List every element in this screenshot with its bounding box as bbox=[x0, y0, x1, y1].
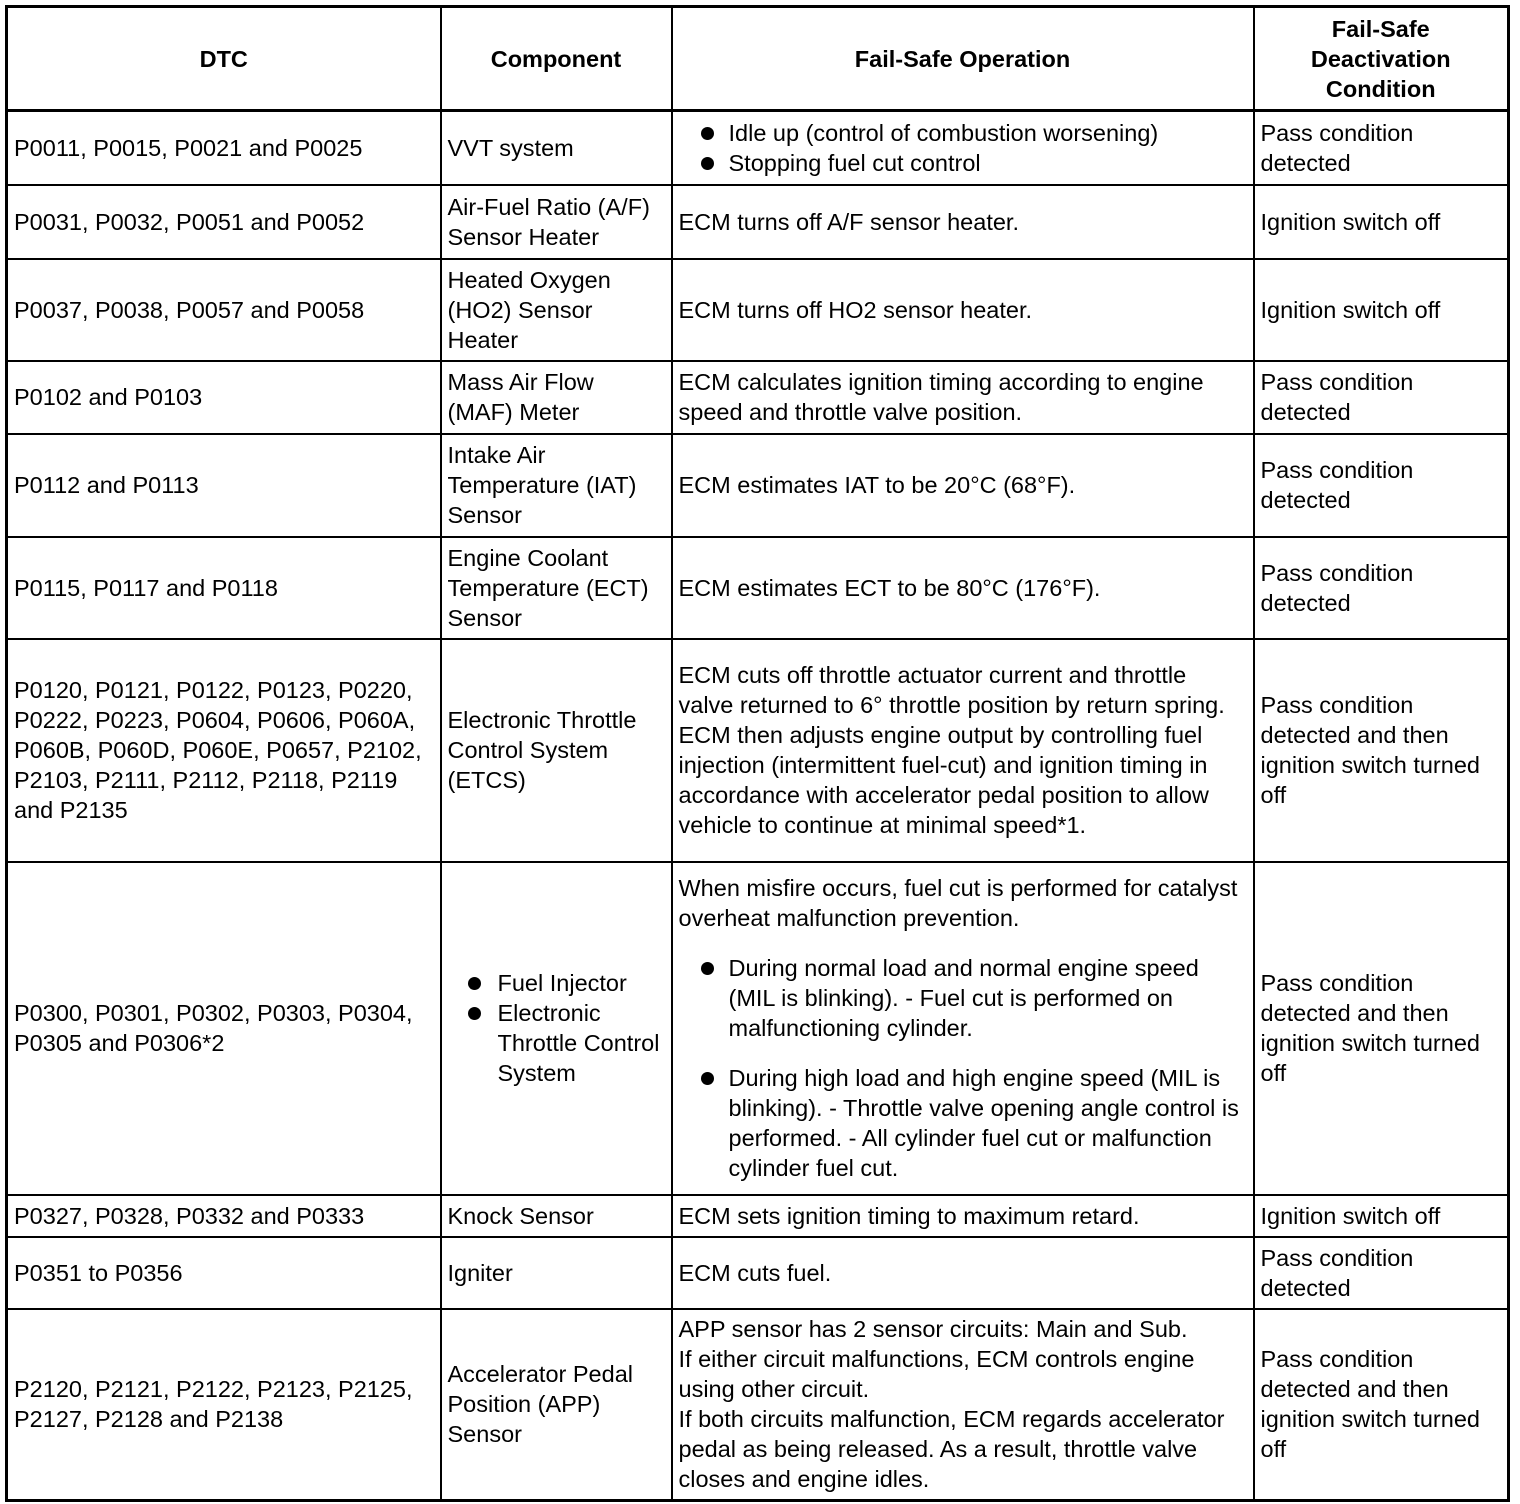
component-cell: Air-Fuel Ratio (A/F) Sensor Heater bbox=[441, 185, 672, 259]
operation-cell bbox=[672, 1309, 1254, 1501]
dtc-cell: P0327, P0328, P0332 and P0333 bbox=[7, 1195, 441, 1237]
table-row bbox=[7, 259, 1509, 361]
operation-bullet-list bbox=[679, 118, 1247, 178]
dtc-cell: P0011, P0015, P0021 and P0025 bbox=[7, 111, 441, 185]
dtc-cell: P0112 and P0113 bbox=[7, 434, 441, 537]
table-row bbox=[7, 434, 1509, 537]
component-cell: Accelerator Pedal Position (APP) Sensor bbox=[441, 1309, 672, 1501]
operation-cell: ECM turns off A/F sensor heater. bbox=[672, 185, 1254, 259]
table-row bbox=[7, 862, 1509, 1195]
operation-cell: ECM estimates IAT to be 20°C (68°F). bbox=[672, 434, 1254, 537]
operation-paragraph: ECM cuts off throttle actuator current and throttle valve returned to 6° throttle position by return spring. bbox=[678, 662, 1225, 718]
component-cell: VVT system bbox=[441, 111, 672, 185]
operation-paragraph: If either circuit malfunctions, ECM controls engine using other circuit. bbox=[678, 1346, 1195, 1403]
operation-paragraph: If both circuits malfunction, ECM regards accelerator pedal as being released. As a result, throttle valve closes and engine idles. bbox=[678, 1406, 1225, 1493]
operation-paragraph: APP sensor has 2 sensor circuits: Main and Sub. bbox=[678, 1316, 1188, 1343]
table-row bbox=[7, 1309, 1509, 1501]
operation-bullet: Idle up (control of combustion worsening) bbox=[679, 118, 1247, 148]
dtc-cell: P2120, P2121, P2122, P2123, P2125, P2127, P2128 and P2138 bbox=[7, 1309, 441, 1501]
condition-cell: Ignition switch off bbox=[1254, 185, 1509, 259]
component-cell: Electronic Throttle Control System (ETCS) bbox=[441, 639, 672, 862]
table-header-row bbox=[7, 7, 1509, 111]
condition-cell: Ignition switch off bbox=[1254, 259, 1509, 361]
operation-cell bbox=[672, 862, 1254, 1195]
table-row bbox=[7, 1237, 1509, 1309]
condition-cell: Pass condition detected bbox=[1254, 537, 1509, 639]
condition-cell: Pass condition detected bbox=[1254, 1237, 1509, 1309]
component-cell: Heated Oxygen (HO2) Sensor Heater bbox=[441, 259, 672, 361]
component-bullet-list bbox=[448, 968, 665, 1088]
operation-bullet-list bbox=[679, 1063, 1247, 1183]
table-row bbox=[7, 1195, 1509, 1237]
component-bullet: Fuel Injector bbox=[448, 968, 665, 998]
table-row bbox=[7, 639, 1509, 862]
operation-cell: ECM cuts fuel. bbox=[672, 1237, 1254, 1309]
operation-cell: ECM calculates ignition timing according to engine speed and throttle valve position. bbox=[672, 361, 1254, 434]
condition-cell: Pass condition detected and then ignition switch turned off bbox=[1254, 862, 1509, 1195]
operation-cell: ECM estimates ECT to be 80°C (176°F). bbox=[672, 537, 1254, 639]
table-row bbox=[7, 185, 1509, 259]
component-cell: Igniter bbox=[441, 1237, 672, 1309]
table-row bbox=[7, 537, 1509, 639]
operation-bullet: During normal load and normal engine speed (MIL is blinking). - Fuel cut is performed on malfunctioning cylinder. bbox=[679, 953, 1247, 1043]
header-deactivation-line2: Deactivation bbox=[1310, 45, 1451, 72]
component-cell: Intake Air Temperature (IAT) Sensor bbox=[441, 434, 672, 537]
component-bullet: Electronic Throttle Control System bbox=[448, 998, 665, 1088]
component-cell bbox=[441, 862, 672, 1195]
operation-cell bbox=[672, 639, 1254, 862]
component-cell: Engine Coolant Temperature (ECT) Sensor bbox=[441, 537, 672, 639]
operation-bullet: Stopping fuel cut control bbox=[679, 148, 1247, 178]
operation-cell: ECM turns off HO2 sensor heater. bbox=[672, 259, 1254, 361]
operation-paragraph: ECM then adjusts engine output by controlling fuel injection (intermittent fuel-cut) and ignition timing in accordance with accelerator pedal position to allow vehicle to continue at minimal speed*1. bbox=[678, 722, 1209, 838]
dtc-cell: P0120, P0121, P0122, P0123, P0220, P0222, P0223, P0604, P0606, P060A, P060B, P060D, P060E, P0657, P2102, P2103, P2111, P2112, P2118, P2119 and P2135 bbox=[7, 639, 441, 862]
component-cell: Mass Air Flow (MAF) Meter bbox=[441, 361, 672, 434]
condition-cell: Pass condition detected bbox=[1254, 434, 1509, 537]
dtc-cell: P0351 to P0356 bbox=[7, 1237, 441, 1309]
dtc-cell: P0115, P0117 and P0118 bbox=[7, 537, 441, 639]
operation-cell: ECM sets ignition timing to maximum retard. bbox=[672, 1195, 1254, 1237]
condition-cell: Ignition switch off bbox=[1254, 1195, 1509, 1237]
header-operation: Fail-Safe Operation bbox=[672, 7, 1254, 111]
operation-cell bbox=[672, 111, 1254, 185]
dtc-cell: P0102 and P0103 bbox=[7, 361, 441, 434]
operation-intro: When misfire occurs, fuel cut is performed for catalyst overheat malfunction prevention. bbox=[678, 875, 1238, 931]
fail-safe-table bbox=[5, 5, 1510, 1502]
operation-bullet-list bbox=[679, 953, 1247, 1043]
operation-bullet: During high load and high engine speed (MIL is blinking). - Throttle valve opening angle control is performed. - All cylinder fuel cut or malfunction cylinder fuel cut. bbox=[679, 1063, 1247, 1183]
header-component: Component bbox=[441, 7, 672, 111]
condition-cell: Pass condition detected bbox=[1254, 361, 1509, 434]
dtc-cell: P0300, P0301, P0302, P0303, P0304, P0305 and P0306*2 bbox=[7, 862, 441, 1195]
condition-cell: Pass condition detected bbox=[1254, 111, 1509, 185]
table-row bbox=[7, 111, 1509, 185]
component-cell: Knock Sensor bbox=[441, 1195, 672, 1237]
header-deactivation-line1: Fail-Safe bbox=[1331, 15, 1430, 42]
condition-cell: Pass condition detected and then ignition switch turned off bbox=[1254, 1309, 1509, 1501]
header-dtc: DTC bbox=[7, 7, 441, 111]
header-deactivation-line3: Condition bbox=[1325, 75, 1436, 102]
table-row bbox=[7, 361, 1509, 434]
dtc-cell: P0031, P0032, P0051 and P0052 bbox=[7, 185, 441, 259]
header-deactivation bbox=[1254, 7, 1509, 111]
condition-cell: Pass condition detected and then ignition switch turned off bbox=[1254, 639, 1509, 862]
dtc-cell: P0037, P0038, P0057 and P0058 bbox=[7, 259, 441, 361]
